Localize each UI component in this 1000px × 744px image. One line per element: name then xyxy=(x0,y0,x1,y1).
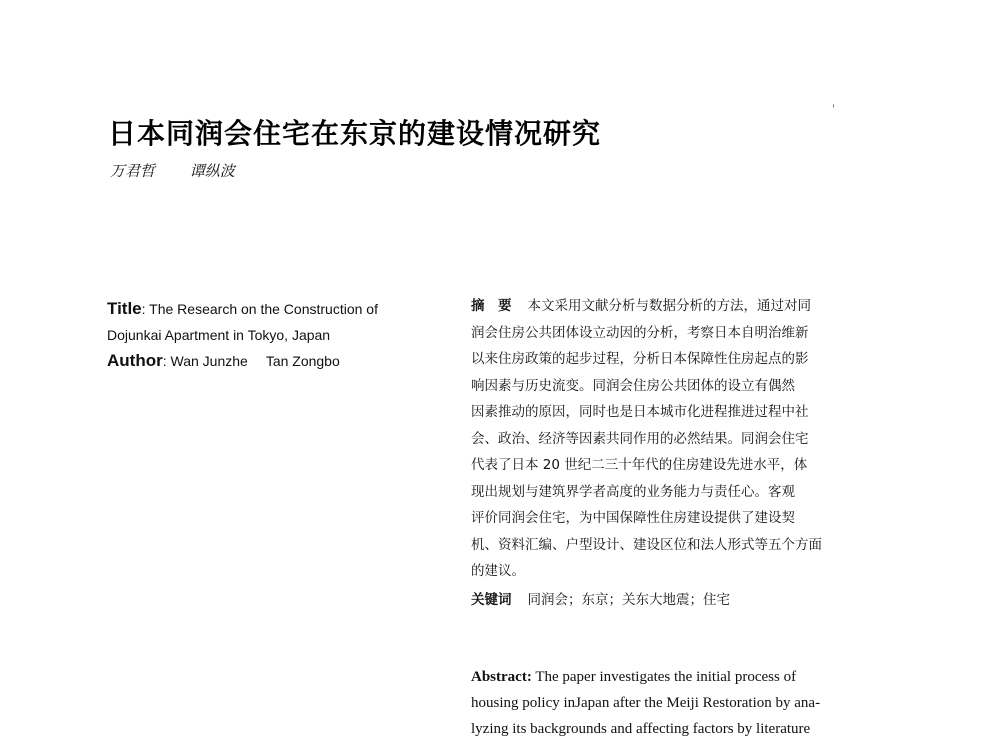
author-cn-1: 万君哲 xyxy=(110,162,156,180)
english-author-2: Tan Zongbo xyxy=(265,353,340,369)
abstract-cn-line: 因素推动的原因，同时也是日本城市化进程推进过程中社 xyxy=(471,404,809,420)
abstract-cn xyxy=(471,293,901,613)
abstract-en-text: The paper investigates the initial process of xyxy=(535,669,797,685)
keywords-line xyxy=(471,587,901,614)
author-colon: : xyxy=(162,353,171,369)
keywords-value: 同润会；东京；关东大地震；住宅 xyxy=(527,591,730,608)
abstract-en xyxy=(471,664,901,742)
authors-cn xyxy=(110,160,265,181)
title-colon: : xyxy=(141,301,150,317)
author-cn-2: 谭纵波 xyxy=(189,162,235,180)
abstract-en-line xyxy=(471,664,901,690)
abstract-cn-line: 评价同润会住宅，为中国保障性住房建设提供了建设契 xyxy=(471,510,795,526)
english-author-1: Wan Junzhe xyxy=(170,353,248,369)
stray-mark: ' xyxy=(832,104,835,115)
abstract-cn-line xyxy=(471,293,901,320)
abstract-en-line: housing policy inJapan after the Meiji Restoration by ana- xyxy=(471,695,821,711)
abstract-cn-line: 以来住房政策的起步过程，分析日本保障性住房起点的影 xyxy=(471,351,809,367)
english-title-part-1: The Research on the Construction of xyxy=(149,301,378,317)
abstract-cn-line: 机、资料汇编、户型设计、建设区位和法人形式等五个方面 xyxy=(471,536,822,553)
abstract-cn-line: 响因素与历史流变。同润会住房公共团体的设立有偶然 xyxy=(471,377,795,394)
page-title: 日本同润会住宅在东京的建设情况研究 xyxy=(108,117,602,150)
title-label: Title xyxy=(107,299,142,318)
english-title-line-2: Dojunkai Apartment in Tokyo, Japan xyxy=(107,327,331,343)
keywords-label: 关键词 xyxy=(471,591,512,608)
abstract-en-label: Abstract: xyxy=(471,669,532,685)
abstract-cn-text: 本文采用文献分析与数据分析的方法，通过对同 xyxy=(527,298,811,314)
english-title-line-1 xyxy=(107,296,452,322)
author-label: Author xyxy=(107,351,163,370)
abstract-cn-label: 摘 要 xyxy=(471,298,512,314)
english-author-line xyxy=(107,348,452,374)
english-info xyxy=(107,296,452,374)
abstract-cn-line: 现出规划与建筑界学者高度的业务能力与责任心。客观 xyxy=(471,483,795,500)
abstract-cn-line: 的建议。 xyxy=(471,563,525,579)
abstract-cn-line: 会、政治、经济等因素共同作用的必然结果。同润会住宅 xyxy=(471,430,809,447)
abstract-en-line: lyzing its backgrounds and affecting factors by literature xyxy=(471,721,811,737)
abstract-cn-line: 代表了日本 20 世纪二三十年代的住房建设先进水平，体 xyxy=(471,457,808,473)
abstract-cn-line: 润会住房公共团体设立动因的分析，考察日本自明治维新 xyxy=(471,324,809,341)
